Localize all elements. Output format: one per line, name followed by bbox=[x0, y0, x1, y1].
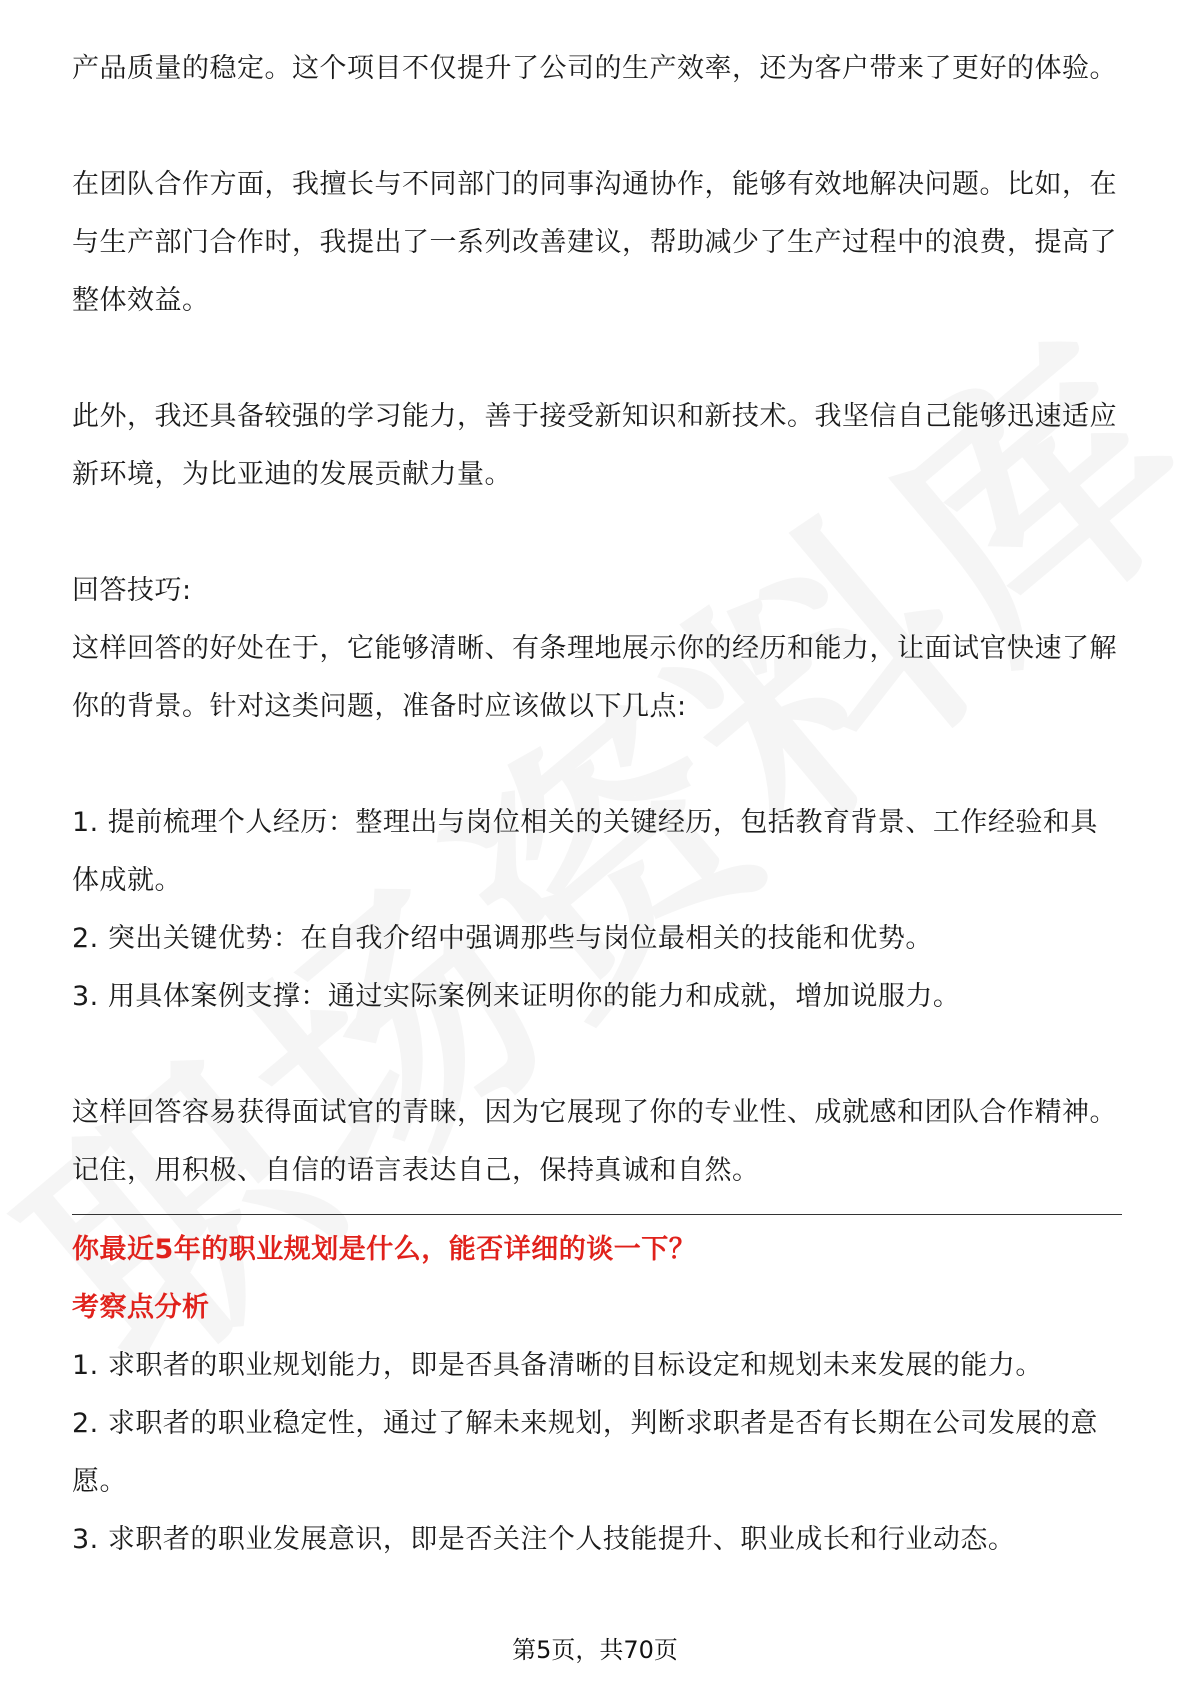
question-title: 你最近5年的职业规划是什么，能否详细的谈一下？ bbox=[72, 1234, 697, 1265]
page-content bbox=[72, 40, 1122, 1569]
section-divider bbox=[72, 1214, 1122, 1215]
analysis-point: 2. 求职者的职业稳定性，通过了解未来规划，判断求职者是否有长期在公司发展的意愿。 bbox=[72, 1408, 1098, 1497]
tips-closing: 这样回答容易获得面试官的青睐，因为它展现了你的专业性、成就感和团队合作精神。记住，用积极、自信的语言表达自己，保持真诚和自然。 bbox=[72, 1097, 1117, 1186]
tips-intro: 这样回答的好处在于，它能够清晰、有条理地展示你的经历和能力，让面试官快速了解你的背景。针对这类问题，准备时应该做以下几点: bbox=[72, 633, 1117, 722]
analysis-point: 1. 求职者的职业规划能力，即是否具备清晰的目标设定和规划未来发展的能力。 bbox=[72, 1350, 1043, 1381]
tip-item: 1. 提前梳理个人经历：整理出与岗位相关的关键经历，包括教育背景、工作经验和具体成就。 bbox=[72, 807, 1098, 896]
tip-item: 2. 突出关键优势：在自我介绍中强调那些与岗位最相关的技能和优势。 bbox=[72, 923, 933, 954]
page-number: 第5页，共70页 bbox=[512, 1636, 678, 1664]
analysis-point: 3. 求职者的职业发展意识，即是否关注个人技能提升、职业成长和行业动态。 bbox=[72, 1524, 1016, 1555]
tips-heading: 回答技巧: bbox=[72, 575, 192, 606]
paragraph: 产品质量的稳定。这个项目不仅提升了公司的生产效率，还为客户带来了更好的体验。 bbox=[72, 53, 1117, 84]
paragraph: 在团队合作方面，我擅长与不同部门的同事沟通协作，能够有效地解决问题。比如，在与生产部门合作时，我提出了一系列改善建议，帮助减少了生产过程中的浪费，提高了整体效益。 bbox=[72, 169, 1117, 316]
analysis-heading: 考察点分析 bbox=[72, 1292, 210, 1323]
paragraph: 此外，我还具备较强的学习能力，善于接受新知识和新技术。我坚信自己能够迅速适应新环境，为比亚迪的发展贡献力量。 bbox=[72, 401, 1117, 490]
tip-item: 3. 用具体案例支撑：通过实际案例来证明你的能力和成就，增加说服力。 bbox=[72, 981, 961, 1012]
